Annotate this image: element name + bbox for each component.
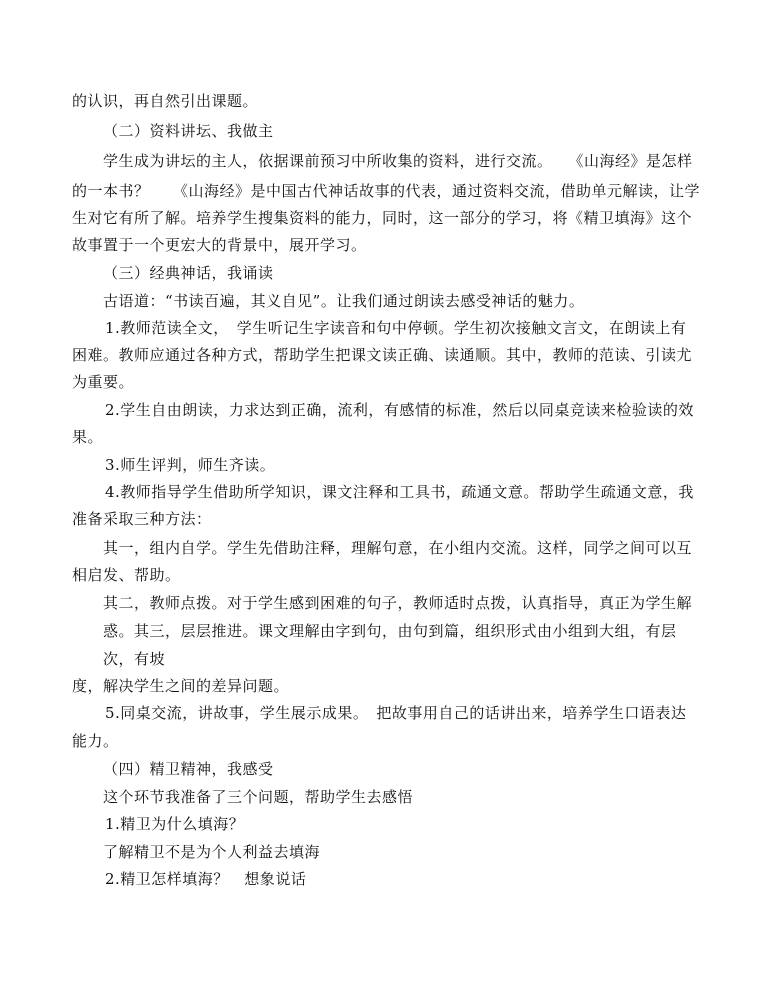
list-item: 4.教师指导学生借助所学知识，课文注释和工具书，疏通文意。帮助学生疏通文意，我 [105,483,694,501]
paragraph-line: 的一本书？ 《山海经》是中国古代神话故事的代表，通过资料交流，借助单元解读，让学 [72,182,701,200]
paragraph-line: 度，解决学生之间的差异问题。 [72,677,290,695]
list-item: 5.同桌交流，讲故事，学生展示成果。 把故事用自己的话讲出来，培养学生口语表达 [105,704,687,722]
paragraph-line: 为重要。 [72,373,135,391]
paragraph-line: 相启发、帮助。 [72,566,181,584]
paragraph-line: 故事置于一个更宏大的背景中，展开学习。 [72,236,367,254]
paragraph-line: 惑。其三，层层推进。课文理解由字到句，由句到篇，组织形式由小组到大组，有层 [103,622,677,640]
paragraph-line: 古语道：“书读百遍，其义自见”。让我们通过朗读去感受神话的魅力。 [103,292,585,310]
section-heading: （四）精卫精神，我感受 [103,760,274,778]
paragraph-line: 能力。 [72,732,119,750]
paragraph-line: 这个环节我准备了三个问题，帮助学生去感悟 [103,788,414,806]
paragraph-line: 其二，教师点拨。对于学生感到困难的句子，教师适时点拨，认真指导，真正为学生解 [103,594,693,612]
paragraph-line: 其一，组内自学。学生先借助注释，理解句意，在小组内交流。这样，同学之间可以互 [103,539,693,557]
paragraph-line: 准备采取三种方法： [72,510,212,528]
section-heading: （三）经典神话，我诵读 [103,264,274,282]
paragraph-line: 果。 [72,428,104,446]
list-item: 2.精卫怎样填海？ 想象说话 [105,870,307,888]
paragraph-line: 次，有坡 [103,650,166,668]
paragraph-line: 了解精卫不是为个人利益去填海 [103,843,321,861]
list-item: 1.精卫为什么填海？ [105,815,245,833]
list-item: 2.学生自由朗读，力求达到正确，流利，有感情的标准，然后以同桌竞读来检验读的效 [105,401,694,419]
paragraph-line: 学生成为讲坛的主人，依据课前预习中所收集的资料，进行交流。 《山海经》是怎样 [103,152,693,170]
section-heading: （二）资料讲坛、我做主 [103,122,274,140]
paragraph-line: 生对它有所了解。培养学生搜集资料的能力，同时，这一部分的学习，将《精卫填海》这个 [72,209,693,227]
paragraph-line: 困难。教师应通过各种方式，帮助学生把课文读正确、读通顺。其中，教师的范读、引读尤 [72,346,693,364]
list-item: 1.教师范读全文， 学生听记生字读音和句中停顿。学生初次接触文言文，在朗读上有 [105,319,687,337]
paragraph-line: 的认识，再自然引出课题。 [72,92,259,110]
list-item: 3.师生评判，师生齐读。 [105,456,276,474]
